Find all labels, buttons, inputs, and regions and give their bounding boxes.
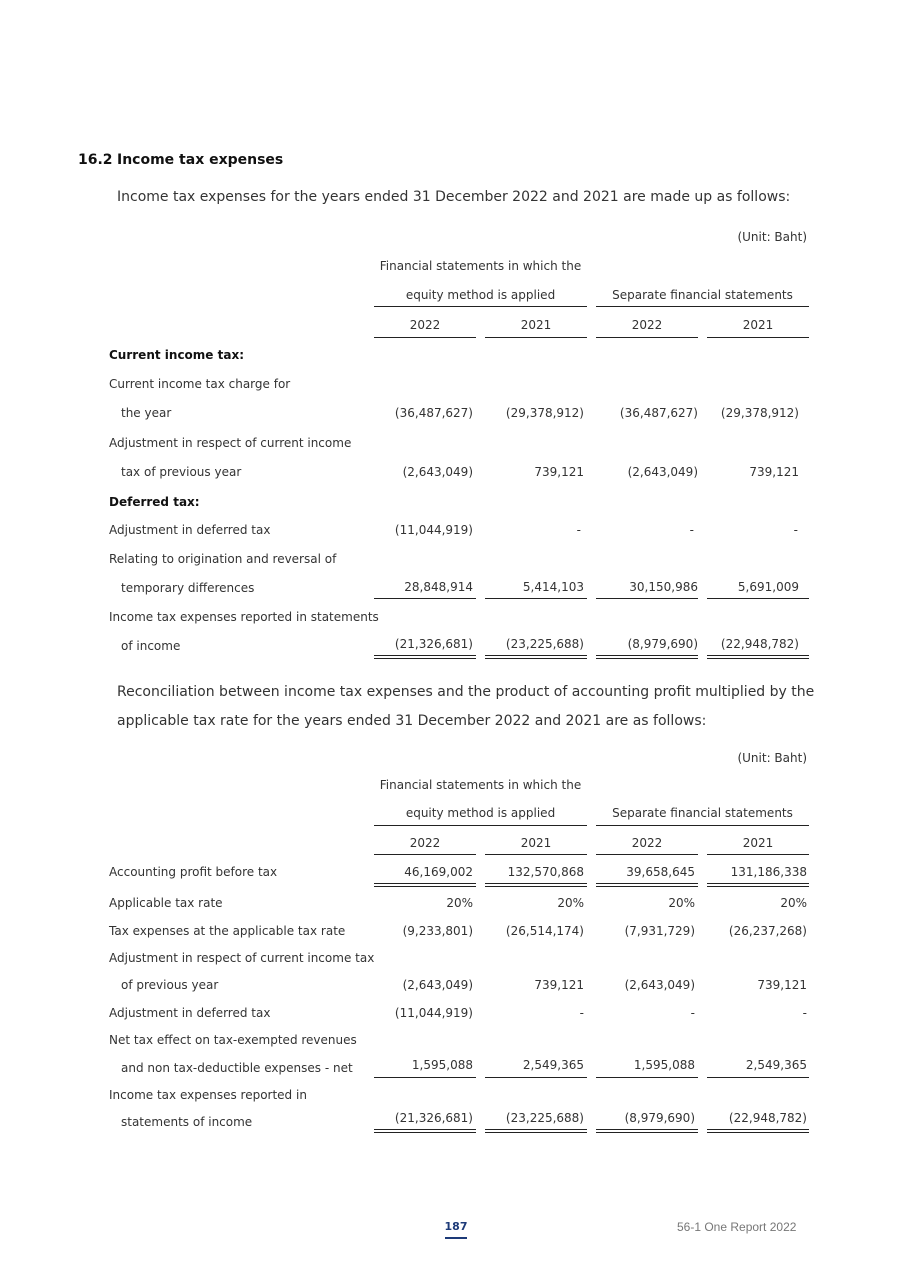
divider xyxy=(485,1077,587,1078)
divider xyxy=(374,658,476,659)
year-header: 2021 xyxy=(520,836,552,850)
cell-value: (23,225,688) xyxy=(505,637,584,651)
divider xyxy=(374,1129,476,1130)
cell-value: 5,414,103 xyxy=(522,580,584,594)
row-label: Accounting profit before tax xyxy=(109,865,278,879)
heading-deferred-tax: Deferred tax: xyxy=(109,495,200,509)
divider xyxy=(596,825,809,826)
divider xyxy=(485,337,587,338)
group-header-equity-line1: Financial statements in which the xyxy=(379,259,582,273)
cell-value: - xyxy=(689,523,694,537)
row-label: Income tax expenses reported in xyxy=(109,1088,307,1102)
cell-value: (26,237,268) xyxy=(728,924,807,938)
cell-value: 28,848,914 xyxy=(404,580,473,594)
group-header-separate: Separate financial statements xyxy=(612,288,793,302)
cell-value: - xyxy=(802,1006,807,1020)
cell-value: (22,948,782) xyxy=(720,637,799,651)
year-header: 2021 xyxy=(742,318,774,332)
page-number: 187 xyxy=(444,1220,468,1233)
cell-value: 30,150,986 xyxy=(629,580,698,594)
cell-value: 46,169,002 xyxy=(404,865,473,879)
divider xyxy=(707,337,809,338)
cell-value: 1,595,088 xyxy=(411,1058,473,1072)
divider xyxy=(707,598,809,599)
divider xyxy=(374,655,476,656)
cell-value: (21,326,681) xyxy=(394,637,473,651)
row-label: Income tax expenses reported in statements xyxy=(109,610,379,624)
year-header: 2021 xyxy=(742,836,774,850)
divider xyxy=(707,854,809,855)
cell-value: (8,979,690) xyxy=(627,637,698,651)
cell-value: 2,549,365 xyxy=(745,1058,807,1072)
heading-current-income-tax: Current income tax: xyxy=(109,348,244,362)
divider xyxy=(707,883,809,884)
cell-value: (29,378,912) xyxy=(720,406,799,420)
cell-value: 739,121 xyxy=(757,978,807,992)
cell-value: - xyxy=(579,1006,584,1020)
divider xyxy=(707,655,809,656)
divider xyxy=(485,883,587,884)
cell-value: 5,691,009 xyxy=(737,580,799,594)
cell-value: - xyxy=(576,523,581,537)
group-header-equity-line2: equity method is applied xyxy=(405,806,556,820)
divider xyxy=(485,598,587,599)
divider xyxy=(374,1077,476,1078)
divider xyxy=(485,655,587,656)
row-label: Adjustment in respect of current income tax xyxy=(109,951,375,965)
cell-value: (11,044,919) xyxy=(394,1006,473,1020)
divider xyxy=(374,598,476,599)
report-name: 56-1 One Report 2022 xyxy=(677,1220,797,1234)
reconciliation-paragraph-line1: Reconciliation between income tax expenses and the product of accounting profit multiplied by the xyxy=(117,684,815,700)
cell-value: (2,643,049) xyxy=(402,978,473,992)
cell-value: 1,595,088 xyxy=(633,1058,695,1072)
divider xyxy=(374,337,476,338)
cell-value: (23,225,688) xyxy=(505,1111,584,1125)
cell-value: (22,948,782) xyxy=(728,1111,807,1125)
row-label: Applicable tax rate xyxy=(109,896,223,910)
cell-value: 2,549,365 xyxy=(522,1058,584,1072)
cell-value: (9,233,801) xyxy=(402,924,473,938)
divider xyxy=(596,854,698,855)
cell-value: 132,570,868 xyxy=(507,865,584,879)
cell-value: 20% xyxy=(446,896,473,910)
cell-value: 20% xyxy=(557,896,584,910)
year-header: 2022 xyxy=(409,318,441,332)
year-header: 2021 xyxy=(520,318,552,332)
cell-value: 39,658,645 xyxy=(626,865,695,879)
divider xyxy=(374,1132,476,1133)
divider xyxy=(596,655,698,656)
divider xyxy=(596,1077,698,1078)
divider xyxy=(707,1132,809,1133)
divider xyxy=(485,1132,587,1133)
year-header: 2022 xyxy=(631,318,663,332)
row-label: Relating to origination and reversal of xyxy=(109,552,337,566)
cell-value: 739,121 xyxy=(749,465,799,479)
group-header-equity-line2: equity method is applied xyxy=(405,288,556,302)
cell-value: 20% xyxy=(780,896,807,910)
divider xyxy=(596,658,698,659)
divider xyxy=(596,598,698,599)
divider xyxy=(374,825,587,826)
cell-value: (2,643,049) xyxy=(624,978,695,992)
divider xyxy=(596,1129,698,1130)
divider xyxy=(374,306,587,307)
cell-value: (29,378,912) xyxy=(505,406,584,420)
group-header-equity-line1: Financial statements in which the xyxy=(379,778,582,792)
row-label: Current income tax charge for xyxy=(109,377,291,391)
reconciliation-paragraph-line2: applicable tax rate for the years ended 31 December 2022 and 2021 are as follows: xyxy=(117,713,707,729)
divider xyxy=(707,1077,809,1078)
unit-label: (Unit: Baht) xyxy=(737,751,807,765)
divider xyxy=(374,886,476,887)
group-header-separate: Separate financial statements xyxy=(612,806,793,820)
cell-value: (36,487,627) xyxy=(619,406,698,420)
row-label: Tax expenses at the applicable tax rate xyxy=(109,924,346,938)
row-label: the year xyxy=(121,406,172,420)
cell-value: 20% xyxy=(668,896,695,910)
row-label: Adjustment in deferred tax xyxy=(109,1006,271,1020)
divider xyxy=(485,1129,587,1130)
divider xyxy=(596,886,698,887)
divider xyxy=(485,658,587,659)
divider xyxy=(596,883,698,884)
row-label: Adjustment in deferred tax xyxy=(109,523,271,537)
divider xyxy=(707,658,809,659)
divider xyxy=(485,854,587,855)
divider xyxy=(485,886,587,887)
page-number-underline xyxy=(445,1237,467,1239)
row-label: and non tax-deductible expenses - net xyxy=(121,1061,353,1075)
row-label: statements of income xyxy=(121,1115,253,1129)
divider xyxy=(374,854,476,855)
year-header: 2022 xyxy=(631,836,663,850)
row-label: of income xyxy=(121,639,181,653)
cell-value: (21,326,681) xyxy=(394,1111,473,1125)
row-label: Net tax effect on tax-exempted revenues xyxy=(109,1033,357,1047)
divider xyxy=(596,337,698,338)
unit-label: (Unit: Baht) xyxy=(737,230,807,244)
cell-value: (36,487,627) xyxy=(394,406,473,420)
row-label: temporary differences xyxy=(121,581,255,595)
divider xyxy=(596,1132,698,1133)
cell-value: 739,121 xyxy=(534,465,584,479)
section-number: 16.2 xyxy=(78,152,113,168)
divider xyxy=(374,883,476,884)
cell-value: - xyxy=(793,523,798,537)
cell-value: (2,643,049) xyxy=(402,465,473,479)
cell-value: (7,931,729) xyxy=(624,924,695,938)
intro-paragraph: Income tax expenses for the years ended 31 December 2022 and 2021 are made up as follows: xyxy=(117,189,791,205)
row-label: tax of previous year xyxy=(121,465,242,479)
divider xyxy=(596,306,809,307)
cell-value: 131,186,338 xyxy=(730,865,807,879)
row-label: Adjustment in respect of current income xyxy=(109,436,352,450)
cell-value: (26,514,174) xyxy=(505,924,584,938)
section-title: Income tax expenses xyxy=(117,152,284,168)
year-header: 2022 xyxy=(409,836,441,850)
cell-value: - xyxy=(690,1006,695,1020)
row-label: of previous year xyxy=(121,978,219,992)
cell-value: (11,044,919) xyxy=(394,523,473,537)
cell-value: (2,643,049) xyxy=(627,465,698,479)
divider xyxy=(707,1129,809,1130)
divider xyxy=(707,886,809,887)
cell-value: 739,121 xyxy=(534,978,584,992)
cell-value: (8,979,690) xyxy=(624,1111,695,1125)
